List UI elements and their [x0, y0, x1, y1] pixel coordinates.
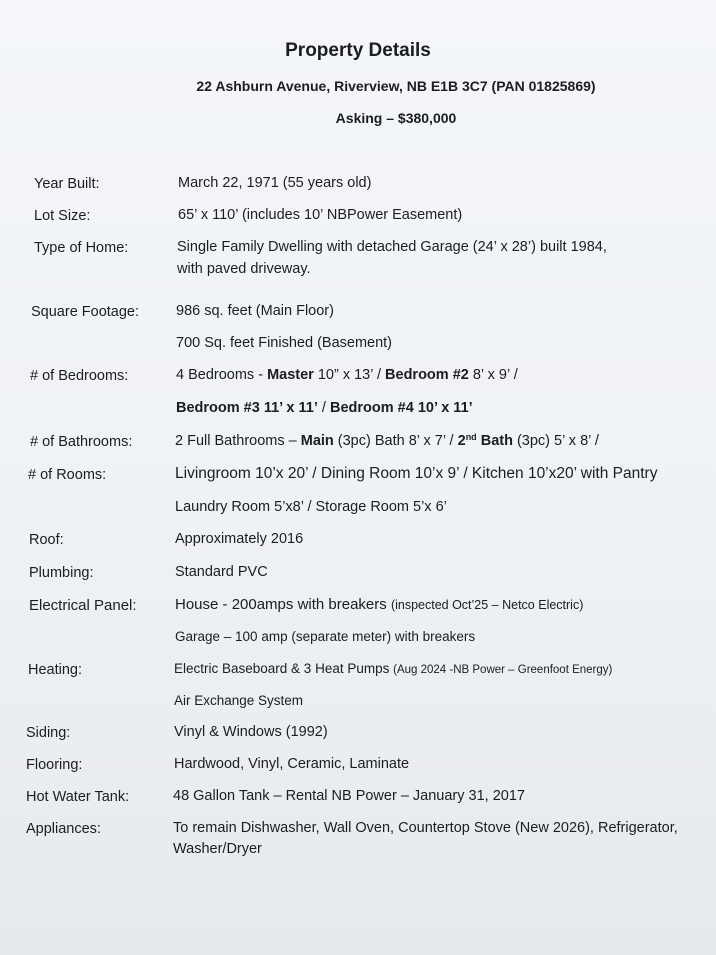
year-built-value: March 22, 1971 (55 years old): [178, 175, 372, 191]
square-footage-basement: 700 Sq. feet Finished (Basement): [176, 335, 393, 351]
appliances-label: Appliances:: [26, 821, 101, 837]
plumbing-value: Standard PVC: [175, 564, 268, 580]
heating-note: (Aug 2024 -NB Power – Greenfoot Energy): [393, 664, 613, 676]
electrical-house: [175, 594, 583, 616]
type-of-home-value-line1: Single Family Dwelling with detached Garage (24’ x 28’) built 1984,: [177, 239, 607, 255]
bathrooms-value: [175, 430, 599, 452]
rooms-line1: Livingroom 10’x 20’ / Dining Room 10’x 9’ / Kitchen 10’x20’ with Pantry: [175, 465, 658, 482]
bathroom-second-word: Bath: [476, 433, 513, 449]
type-of-home-label: Type of Home:: [34, 240, 129, 256]
bedroom-3-size: 11’ x 11’: [259, 400, 318, 416]
heating-line1: [174, 658, 612, 681]
bathroom-main-detail: (3pc) Bath 8’ x 7’ /: [333, 433, 458, 449]
hot-water-tank-value: 48 Gallon Tank – Rental NB Power – January 31, 2017: [173, 788, 525, 804]
siding-label: Siding:: [26, 725, 71, 741]
heating-label: Heating:: [28, 662, 83, 678]
electrical-panel-label: Electrical Panel:: [29, 597, 137, 614]
bathroom-second-ordinal: nd: [465, 432, 477, 442]
bathrooms-count: 2 Full Bathrooms –: [175, 433, 301, 449]
bedroom-4-size: 10’ x 11’: [413, 400, 473, 416]
square-footage-main: 986 sq. feet (Main Floor): [176, 303, 334, 319]
roof-value: Approximately 2016: [175, 531, 304, 547]
flooring-value: Hardwood, Vinyl, Ceramic, Laminate: [174, 756, 410, 772]
bedroom-separator: /: [317, 400, 330, 416]
square-footage-label: Square Footage:: [31, 304, 140, 320]
bedroom-4-name: Bedroom #4: [329, 400, 414, 416]
roof-label: Roof:: [29, 532, 64, 548]
asking-price: Asking – $380,000: [335, 110, 457, 126]
electrical-house-main: House - 200amps with breakers: [175, 596, 391, 613]
rooms-label: # of Rooms:: [28, 467, 107, 483]
bedroom-2-name: Bedroom #2: [385, 367, 469, 383]
bedrooms-label: # of Bedrooms:: [30, 368, 129, 384]
bedroom-master-size: 10” x 13’ /: [313, 367, 386, 383]
bathroom-second-detail: (3pc) 5’ x 8’ /: [512, 433, 599, 449]
bathroom-second-name: [458, 433, 513, 449]
lot-size-label: Lot Size:: [34, 208, 91, 224]
bedrooms-line2: [176, 397, 473, 419]
electrical-house-note: (inspected Oct’25 – Netco Electric): [390, 598, 584, 612]
type-of-home-value-line2: with paved driveway.: [177, 261, 311, 277]
bedroom-3-name: Bedroom #3: [176, 400, 260, 416]
bathroom-second-number: 2: [457, 433, 466, 449]
lot-size-value: 65’ x 110’ (includes 10’ NBPower Easement): [178, 207, 463, 223]
plumbing-label: Plumbing:: [29, 565, 94, 581]
bathrooms-label: # of Bathrooms:: [30, 434, 133, 450]
bathroom-main-name: Main: [300, 433, 334, 449]
electrical-garage: Garage – 100 amp (separate meter) with breakers: [175, 629, 476, 644]
siding-value: Vinyl & Windows (1992): [174, 724, 328, 740]
bedroom-2-size: 8’ x 9’ /: [468, 367, 518, 383]
bedrooms-line1: [176, 364, 518, 386]
property-address: 22 Ashburn Avenue, Riverview, NB E1B 3C7 (PAN 01825869): [196, 78, 596, 94]
year-built-label: Year Built:: [34, 176, 100, 192]
page-title: Property Details: [285, 40, 431, 61]
heating-line2: Air Exchange System: [174, 693, 304, 708]
heating-main: Electric Baseboard & 3 Heat Pumps: [174, 661, 394, 676]
hot-water-tank-label: Hot Water Tank:: [26, 789, 130, 805]
rooms-line2: Laundry Room 5’x8’ / Storage Room 5’x 6’: [175, 499, 447, 515]
flooring-label: Flooring:: [26, 757, 83, 773]
appliances-line2: Washer/Dryer: [173, 841, 262, 857]
bedrooms-count: 4 Bedrooms -: [176, 367, 268, 383]
bedroom-master-name: Master: [267, 367, 314, 383]
appliances-line1: To remain Dishwasher, Wall Oven, Countertop Stove (New 2026), Refrigerator,: [173, 820, 678, 836]
